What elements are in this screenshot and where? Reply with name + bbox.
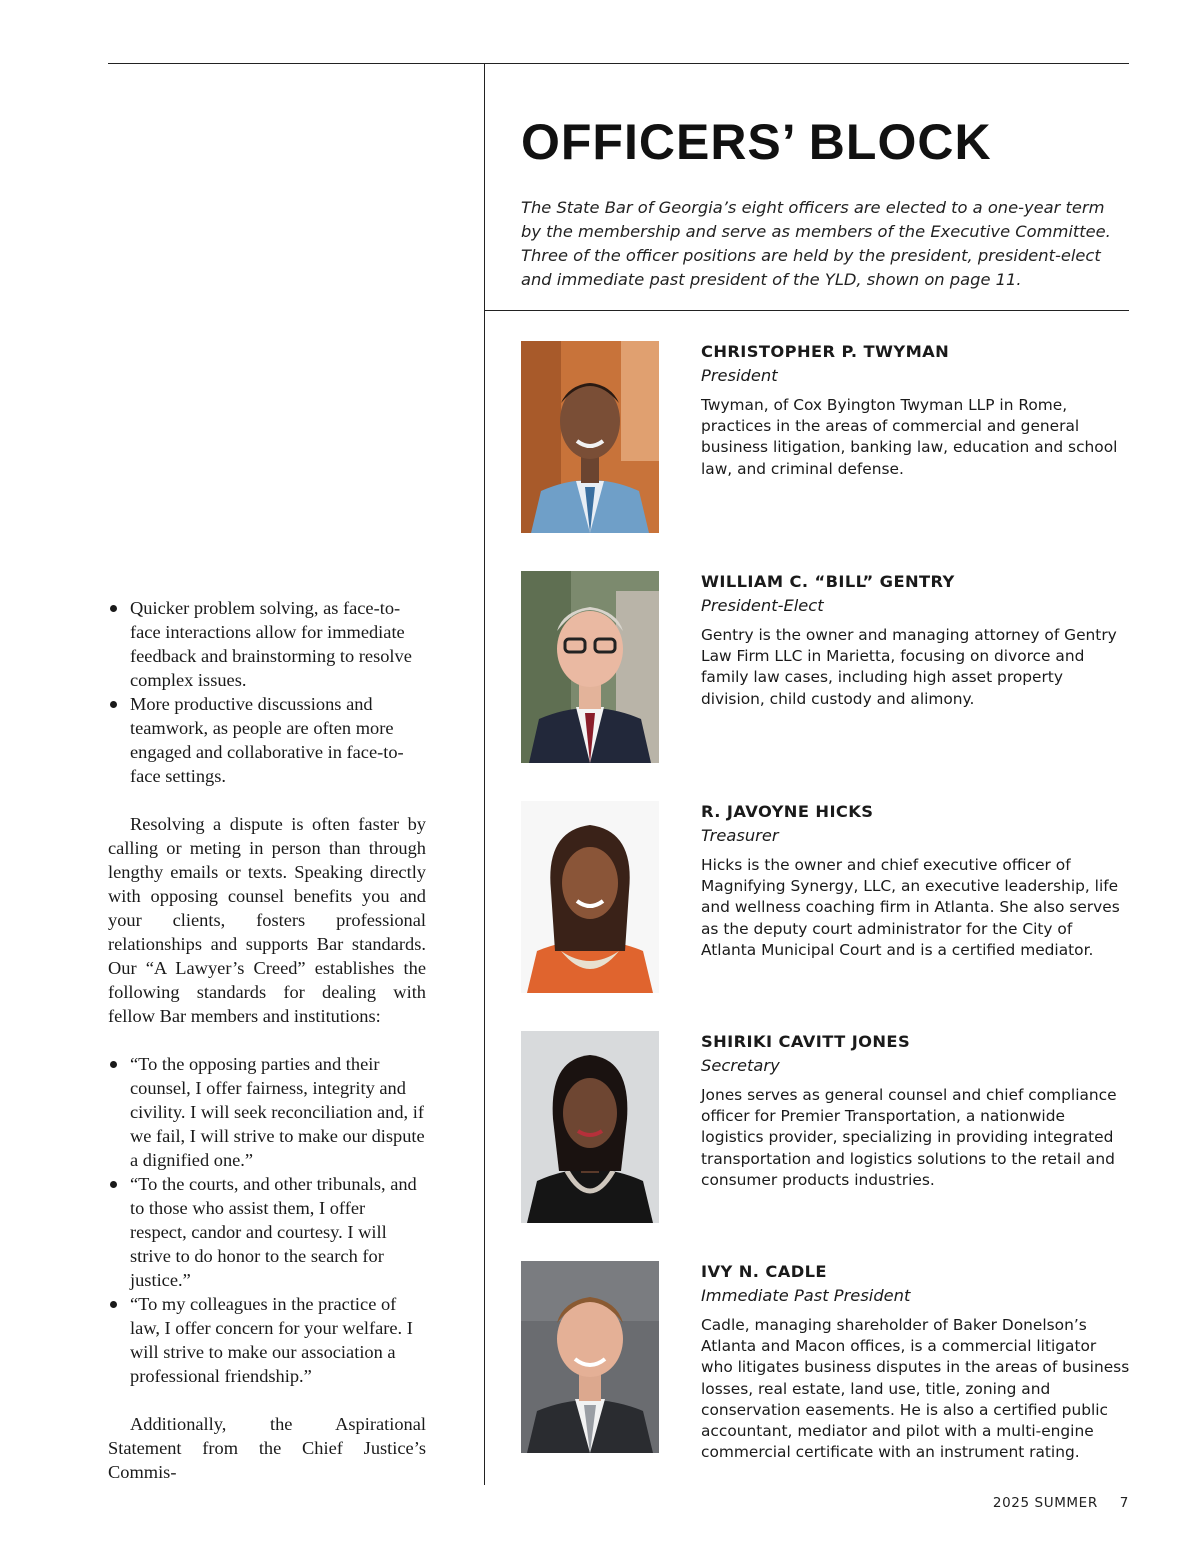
list-item: Quicker problem solving, as face-to-face interactions allow for immediate feedback and brainstorming to resolve complex issues. xyxy=(108,596,426,692)
page-number: 7 xyxy=(1119,1495,1129,1511)
benefits-list xyxy=(108,596,426,788)
officer-role: Immediate Past President xyxy=(701,1286,911,1305)
officer-role: President-Elect xyxy=(701,596,824,615)
officer-bio: Hicks is the owner and chief executive officer of Magnifying Synergy, LLC, an executive leadership, life and wellness coaching firm in Atlanta. She also serves as the deputy court administrator for the City of Atlanta Municipal Court and is a certified mediator. xyxy=(701,856,1120,959)
officer-name: CHRISTOPHER P. TWYMAN xyxy=(701,342,950,361)
officer-name: SHIRIKI CAVITT JONES xyxy=(701,1032,911,1051)
officer-bio: Cadle, managing shareholder of Baker Donelson’s Atlanta and Macon offices, is a commercial litigator who litigates business disputes in the areas of business losses, real estate, land use, title, zoning and conservation easements. He is also a certified public accountant, mediator and pilot with a multi-engine commercial certificate with an instrument rating. xyxy=(701,1316,1130,1462)
officer-name: R. JAVOYNE HICKS xyxy=(701,802,874,821)
list-item: More productive discussions and teamwork, as people are often more engaged and collaborative in face-to-face settings. xyxy=(108,692,426,788)
page-title: OFFICERS’ BLOCK xyxy=(521,114,992,170)
officer-role: President xyxy=(701,366,778,385)
portrait-man-icon xyxy=(521,1261,659,1453)
header-rule xyxy=(484,310,1129,311)
body-paragraph: Additionally, the Aspirational Statement from the Chief Justice’s Commis- xyxy=(108,1414,426,1482)
officer-name: WILLIAM C. “BILL” GENTRY xyxy=(701,572,955,591)
creed-list xyxy=(108,1052,426,1388)
portrait-man-icon xyxy=(521,571,659,763)
officer-photo xyxy=(521,341,659,533)
officer-bio: Jones serves as general counsel and chief compliance officer for Premier Transportation, a nationwide logistics provider, specializing in providing integrated transportation and logistics solutions to the retail and consumer products industries. xyxy=(701,1086,1117,1189)
officer-photo xyxy=(521,801,659,993)
officer-bio: Gentry is the owner and managing attorney of Gentry Law Firm LLC in Marietta, focusing on divorce and family law cases, including high asset property division, child custody and alimony. xyxy=(701,626,1117,708)
top-rule xyxy=(108,63,1129,64)
column-divider xyxy=(484,63,485,1485)
officer-photo xyxy=(521,1261,659,1453)
officer-role: Treasurer xyxy=(701,826,779,845)
page-footer xyxy=(993,1495,1129,1511)
portrait-woman-icon xyxy=(521,1031,659,1223)
list-item: “To the courts, and other tribunals, and to those who assist them, I offer respect, candor and courtesy. I will strive to do honor to the search for justice.” xyxy=(108,1172,426,1292)
intro-paragraph: The State Bar of Georgia’s eight officers are elected to a one-year term by the membership and serve as members of the Executive Committee. Three of the officer positions are held by the president, president-elect and immediate past president of the YLD, shown on page 11. xyxy=(521,198,1111,289)
body-paragraph: Resolving a dispute is often faster by calling or meting in person than through lengthy emails or texts. Speaking directly with opposing counsel benefits you and your clients, fosters professional relationships and supports Bar standards. Our “A Lawyer’s Creed” establishes the following standards for dealing with fellow Bar members and institutions: xyxy=(108,814,426,1026)
officer-name: IVY N. CADLE xyxy=(701,1262,827,1281)
portrait-man-icon xyxy=(521,341,659,533)
officer-bio: Twyman, of Cox Byington Twyman LLP in Rome, practices in the areas of commercial and general business litigation, banking law, education and school law, and criminal defense. xyxy=(701,396,1118,478)
officer-photo xyxy=(521,571,659,763)
article-continuation xyxy=(108,596,426,1484)
officer-role: Secretary xyxy=(701,1056,780,1075)
list-item: “To my colleagues in the practice of law, I offer concern for your welfare. I will strive to make our association a professional friendship.” xyxy=(108,1292,426,1388)
issue-label: 2025 SUMMER xyxy=(992,1495,1098,1511)
officer-photo xyxy=(521,1031,659,1223)
portrait-woman-icon xyxy=(521,801,659,993)
list-item: “To the opposing parties and their counsel, I offer fairness, integrity and civility. I will seek reconciliation and, if we fail, I will strive to make our dispute a dignified one.” xyxy=(108,1052,426,1172)
